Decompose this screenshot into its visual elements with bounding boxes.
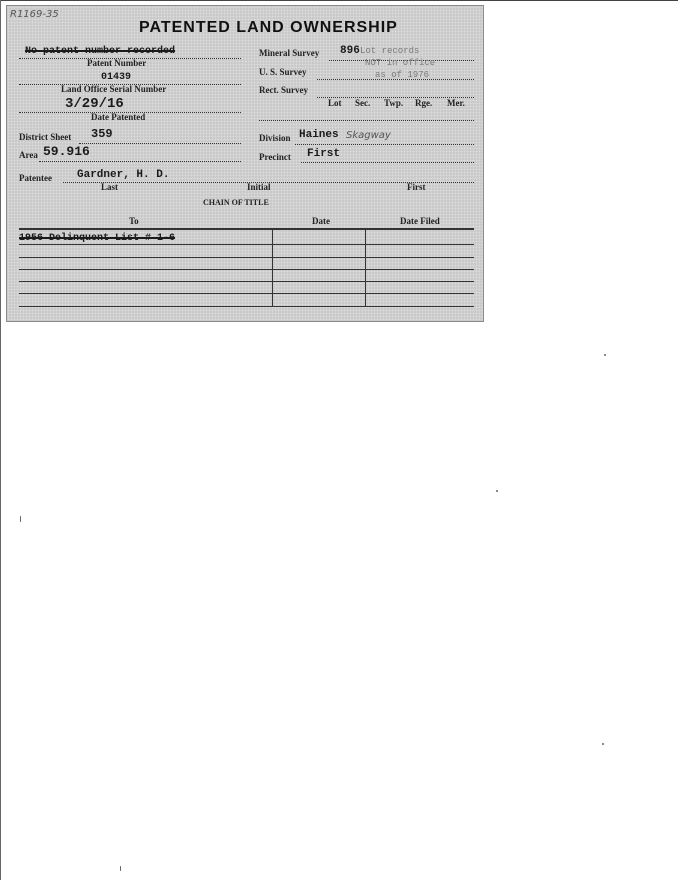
precinct-line: [301, 162, 474, 163]
land-ownership-card: [6, 5, 484, 322]
patentee-label: Patentee: [19, 173, 52, 183]
chain-row-rule: [19, 293, 474, 294]
date-patented-value: 3/29/16: [65, 96, 124, 112]
precinct-value: First: [307, 148, 341, 160]
chain-title: CHAIN OF TITLE: [203, 198, 269, 207]
chain-row-rule: [19, 257, 474, 258]
area-line: [39, 161, 241, 162]
us-survey-line: [317, 79, 474, 80]
division-label: Division: [259, 133, 291, 143]
records-stamp-line1: Lot records: [360, 46, 420, 56]
records-stamp-line2: NOT in office: [365, 58, 436, 68]
chain-row-rule: [19, 281, 474, 282]
mineral-survey-value: 896: [340, 45, 360, 57]
rect-col-rge: Rge.: [415, 98, 433, 108]
records-stamp-line3: as of 1976: [375, 70, 430, 80]
date-patented-label: Date Patented: [91, 112, 146, 122]
patent-number-value: No patent number recorded: [25, 46, 176, 57]
mineral-survey-label: Mineral Survey: [259, 48, 320, 58]
serial-number-label: Land Office Serial Number: [61, 84, 167, 94]
division-handwritten: Skagway: [346, 130, 391, 141]
first-label: First: [407, 182, 426, 192]
district-sheet-value: 359: [91, 127, 113, 141]
chain-column-divider: [365, 228, 366, 306]
chain-entry-1: 1956 Delinquent List # 1-6: [19, 233, 176, 244]
patent-number-label: Patent Number: [87, 58, 147, 68]
rect-col-twp: Twp.: [384, 98, 404, 108]
last-label: Last: [101, 182, 119, 192]
chain-column-divider: [272, 228, 273, 306]
chain-header-rule: [19, 228, 474, 230]
scan-speck: [602, 743, 604, 745]
chain-header-to: To: [129, 216, 139, 226]
card-title: PATENTED LAND OWNERSHIP: [139, 19, 398, 36]
chain-row-rule: [19, 269, 474, 270]
district-sheet-line: [79, 143, 241, 144]
scan-speck: [120, 866, 121, 871]
precinct-label: Precinct: [259, 152, 291, 162]
corner-note: R1169-35: [10, 9, 59, 20]
rect-col-sec: Sec.: [355, 98, 371, 108]
scan-speck: [496, 490, 498, 492]
chain-header-date: Date: [312, 216, 330, 226]
rect-survey-values-line: [259, 120, 474, 121]
us-survey-label: U. S. Survey: [259, 67, 307, 77]
chain-row-rule: [19, 244, 474, 245]
patentee-value: Gardner, H. D.: [77, 169, 170, 181]
scan-speck: [20, 516, 21, 522]
division-value: Haines: [299, 129, 339, 141]
rect-col-lot: Lot: [328, 98, 342, 108]
rect-col-mer: Mer.: [447, 98, 465, 108]
chain-header-date-filed: Date Filed: [400, 216, 440, 226]
area-label: Area: [19, 150, 38, 160]
rect-survey-label: Rect. Survey: [259, 85, 308, 95]
page-left-edge: [0, 0, 1, 880]
chain-row-rule: [19, 306, 474, 307]
page-top-edge: [0, 0, 678, 1]
scan-speck: [604, 354, 606, 356]
serial-number-value: 01439: [101, 72, 132, 83]
area-value: 59.916: [43, 144, 90, 159]
initial-label: Initial: [247, 182, 271, 192]
district-sheet-label: District Sheet: [19, 132, 72, 142]
division-line: [295, 144, 474, 145]
